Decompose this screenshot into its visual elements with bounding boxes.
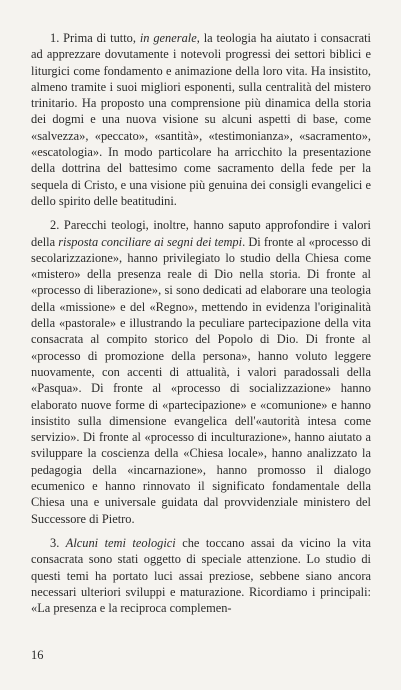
- page-number: 16: [31, 648, 44, 662]
- paragraph-1-text: 1. Prima di tutto,: [50, 31, 140, 45]
- paragraph-1-italic: in generale: [139, 31, 197, 45]
- paragraph-2: [31, 217, 371, 527]
- paragraph-1-text-cont: , la teologia ha aiutato i consacrati ad apprezzare dovutamente i notevoli progressi dei settori biblici e liturgici come fondamento e animazione della loro vita. Ha insistito, almeno tramite i suoi migliori esponenti, sulla centralità del mistero trinitario. Ha proposto una comprensione più dinamica della storia dei dogmi e una nuova visione su alcuni aspetti di base, come «salvezza», «peccato», «santità», «testimonianza», «sacramento», «escatologia». In modo particolare ha arricchito la presentazione della dottrina del battesimo come sacramento della fede per la sequela di Cristo, e una visione più genuina dei consigli evangelici e dello spirito delle beatitudini.: [31, 31, 371, 208]
- paragraph-3-text-cont: che toccano assai da vicino la vita consacrata sono stati oggetto di speciale attenzione. Lo studio di questi temi ha portato luci assai preziose, sebbene siano ancora necessari ulteriori sviluppi e maturazione. Ricordiamo i principali: «La presenza e la reciproca complemen-: [31, 535, 371, 616]
- paragraph-2-text: 2. Parecchi teologi, inoltre, hanno saputo approfondire i valori della: [31, 218, 371, 249]
- paragraph-3: [31, 535, 371, 616]
- paragraph-3-italic: Alcuni temi teologici: [65, 535, 176, 550]
- paragraph-1: [31, 30, 371, 209]
- paragraph-2-text-cont: . Di fronte al «processo di secolarizzazione», hanno privilegiato lo studio della Chiesa come «mistero» della presenza reale di Dio nella storia. Di fronte al «processo di liberazione», si sono dedicati ad elaborare una teologia della «missione» e del «Regno», mettendo in evidenza l'originalità della «pastorale» e illustrando la peculiare partecipazione della vita consacrata al compito storico del Popolo di Dio. Di fronte al «processo di promozione della persona», hanno voluto leggere nuovamente, con accenti di attualità, i valori paradossali della «Pasqua». Di fronte al «processo di socializzazione» hanno elaborato nuove forme di «partecipazione» e «comunione» e hanno insistito sulla dimensione evangelica dell'«autorità intesa come servizio». Di fronte al «processo di inculturazione», hanno aiutato a sviluppare la coscienza della «Chiesa locale», hanno analizzato la pedagogia della «incarnazione», hanno promosso il dialogo ecumenico e hanno rinnovato il significato fondamentale della Chiesa una e universale guidata dal provvidenziale ministero del Successore di Pietro.: [31, 234, 371, 526]
- paragraph-3-text: 3.: [50, 535, 66, 550]
- paragraph-2-italic: risposta conciliare ai segni dei tempi: [58, 234, 243, 249]
